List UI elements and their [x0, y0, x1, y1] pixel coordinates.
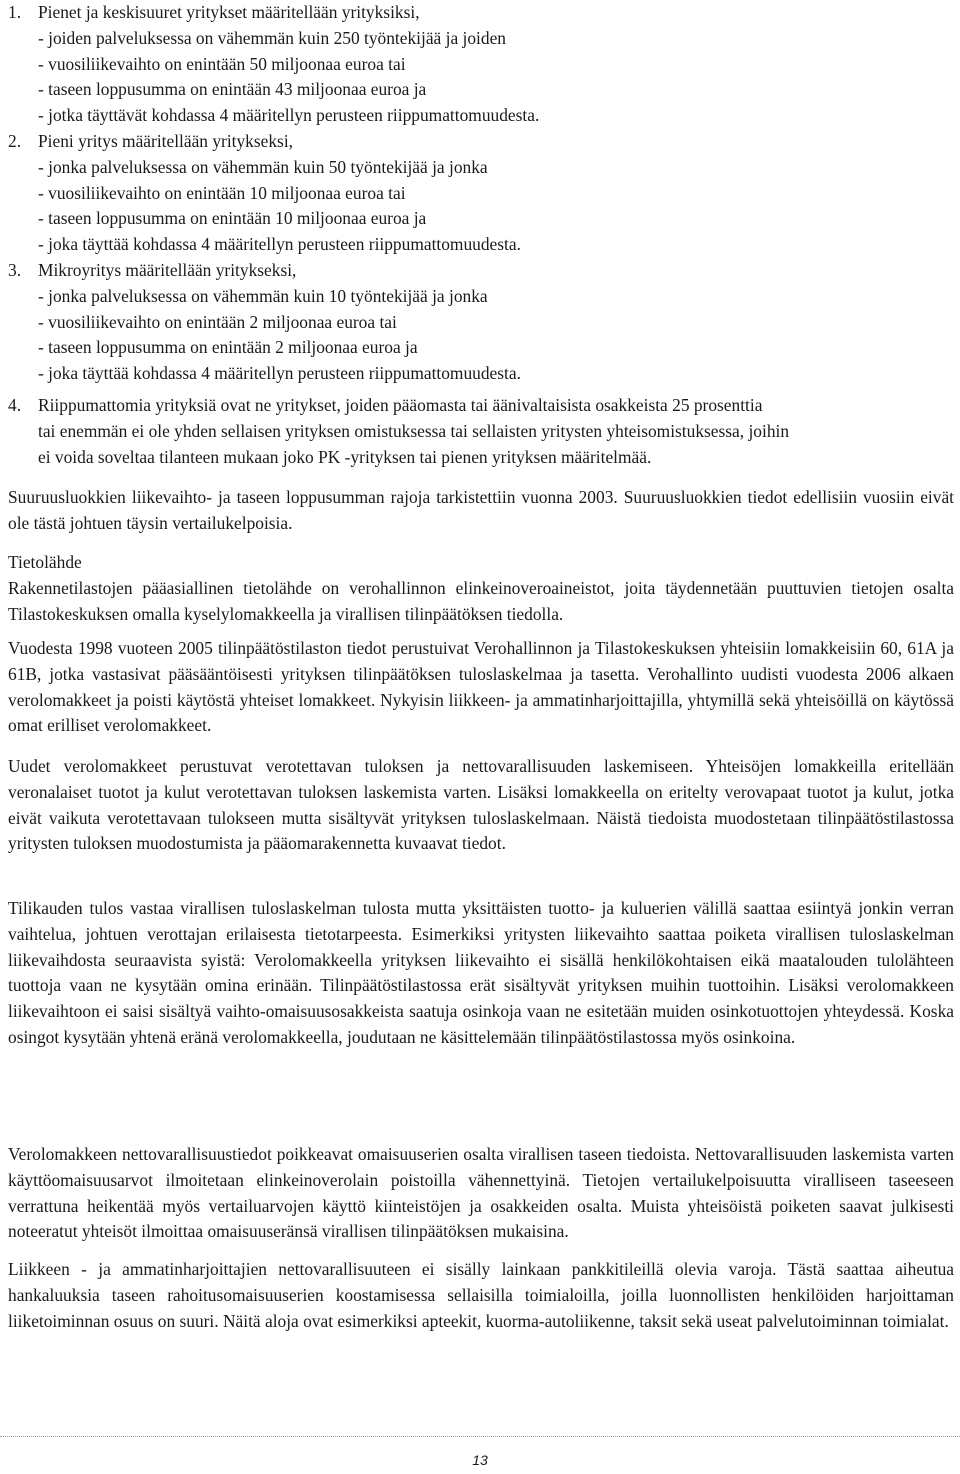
section-heading: Tietolähde: [8, 552, 82, 572]
definition-item: - joiden palveluksessa on vähemmän kuin 250 työntekijää ja joiden: [38, 27, 506, 48]
page-number: 13: [472, 1452, 488, 1468]
paragraph-net-assets: Verolomakkeen nettovarallisuustiedot poikkeavat omaisuuserien osalta virallisen taseen tiedoista. Nettovarallisuuden laskemista varten käyttöomaisuusarvot ilmoitetaan elinkeinoverolain poistoilla vähennettyinä. Tietojen vertailukelpoisuutta viralliseen taseeseen verrattuna heikentää myös vertailuarvojen käyttö kiinteistöjen ja osakkeiden osalta. Muista yhteisöistä poiketen saavat julkisesti noteeratut yhteisöt ilmoittaa omaisuuseränsä virallisen tilinpäätöksen mukaisina.: [8, 1144, 954, 1242]
definition-heading: Mikroyritys määritellään yritykseksi,: [38, 260, 297, 280]
definition-heading: Pienet ja keskisuuret yritykset määritellään yrityksiksi,: [38, 2, 420, 22]
definition-item: - jonka palveluksessa on vähemmän kuin 50 työntekijää ja jonka: [38, 156, 488, 177]
definition-2: [8, 129, 954, 258]
paragraph-profit: Tilikauden tulos vastaa virallisen tuloslaskelman tulosta mutta yksittäisten tuotto- ja kuluerien välillä saattaa esiintyä jonkin verran vaihtelua, johtuen verottajan erilaisesta tietotarpeesta. Esimerkiksi yritysten liikevaihto saattaa poiketa virallisen tuloslaskelman liikevaihdosta seuraavista syistä: Verolomakkeella yrityksen liikevaihto ei sisällä henkilökohtaisen eikä maatalouden tulolähteen tuottoja vaan ne kysytään omina erinään. Tilinpäätöstilastossa erät sisältyvät yrityksen muihin tuottoihin. Lisäksi verolomakkeen liikevaihtoon ei saisi sisältyä vaihto-omaisuusosakkeista saatuja osinkoja vaan ne esitetään muiden osinkotuottojen yhteydessä. Koska osingot kysytään yhtenä eränä verolomakkeella, joudutaan ne käsittelemään tilinpäätöstilastossa myös osinkoina.: [8, 898, 954, 1047]
footer-rule: [0, 1436, 960, 1437]
definition-text-line: ei voida soveltaa tilanteen mukaan joko PK -yrityksen tai pienen yrityksen määritelmää.: [38, 446, 652, 467]
definition-text-line: Riippumattomia yrityksiä ovat ne yritykset, joiden pääomasta tai äänivaltaisista osakkeista 25 prosenttia: [38, 395, 763, 415]
definition-item: - taseen loppusumma on enintään 10 miljoonaa euroa ja: [38, 208, 427, 229]
definition-3: [8, 258, 954, 387]
definition-item: - taseen loppusumma on enintään 2 miljoonaa euroa ja: [38, 337, 418, 358]
paragraph-new-forms: Uudet verolomakkeet perustuvat verotettavan tuloksen ja nettovarallisuuden laskemiseen. Yhteisöjen lomakkeilla eritellään veronalaiset tuotot ja kulut verotettavan tuloksen laskemista varten. Lisäksi lomakkeella on eritelty verovapaat tuotot ja kulut, jotka eivät vaikuta verotettavaan tulokseen mutta sisältyvät yrityksen tuloslaskelmaan. Näistä tiedoista muodostetaan tilinpäätöstilastossa yritysten tuloksen muodostumista ja pääomarakennetta kuvaavat tiedot.: [8, 756, 954, 854]
definition-number: 2.: [8, 131, 22, 151]
paragraph-bank-accounts: Liikkeen - ja ammatinharjoittajien nettovarallisuuteen ei sisälly lainkaan pankkitileillä olevia varoja. Tästä saattaa aiheutua hankaluuksia taseen rahoitusomaisuuserien koostamisessa sellaisilla toimialoilla, joilla luonnollisten henkilöiden harjoittaman liiketoiminnan osuus on suuri. Näitä aloja ovat esimerkiksi apteekit, kuorma-autoliikenne, taksit sekä useat palvelutoiminnan toimialat.: [8, 1259, 954, 1331]
definition-number: 4.: [8, 395, 22, 415]
definition-item: - vuosiliikevaihto on enintään 2 miljoonaa euroa tai: [38, 311, 397, 332]
definition-item: - joka täyttää kohdassa 4 määritellyn perusteen riippumattomuudesta.: [38, 363, 521, 384]
definition-item: - jonka palveluksessa on vähemmän kuin 10 työntekijää ja jonka: [38, 285, 488, 306]
definition-heading: Pieni yritys määritellään yritykseksi,: [38, 131, 294, 151]
definition-1: [8, 0, 954, 129]
paragraph-source: Rakennetilastojen pääasiallinen tietolähde on verohallinnon elinkeinoveroaineistot, joita täydennetään puuttuvien tietojen osalta Tilastokeskuksen omalla kyselylomakkeella ja virallisen tilinpäätöksen tiedolla.: [8, 578, 954, 624]
definition-item: - vuosiliikevaihto on enintään 50 miljoonaa euroa tai: [38, 53, 406, 74]
paragraph-size-classes: Suuruusluokkien liikevaihto- ja taseen loppusumman rajoja tarkistettiin vuonna 2003. Suuruusluokkien tiedot edellisiin vuosiin eivät ole tästä johtuen täysin vertailukelpoisia.: [8, 487, 954, 533]
definition-text-line: tai enemmän ei ole yhden sellaisen yrityksen omistuksessa tai sellaisten yritysten yhteisomistuksessa, joihin: [38, 420, 790, 441]
definition-number: 3.: [8, 260, 22, 280]
definition-item: - taseen loppusumma on enintään 43 miljoonaa euroa ja: [38, 79, 427, 100]
paragraph-forms-history: Vuodesta 1998 vuoteen 2005 tilinpäätöstilaston tiedot perustuivat Verohallinnon ja Tilastokeskuksen yhteisiin lomakkeisiin 60, 61A ja 61B, jotka vastasivat pääsääntöisesti yrityksen tilinpäätöksen tuloslaskelmaa ja tasetta. Verohallinto uudisti vuodesta 2006 alkaen verolomakkeet ja poisti käytöstä yhteiset lomakkeet. Nykyisin liikkeen- ja ammatinharjoittajilla, yhtymillä sekä yhteisöillä on käytössä omat erilliset verolomakkeet.: [8, 638, 954, 736]
definition-item: - jotka täyttävät kohdassa 4 määritellyn perusteen riippumattomuudesta.: [38, 105, 540, 126]
definition-number: 1.: [8, 2, 22, 22]
definition-item: - joka täyttää kohdassa 4 määritellyn perusteen riippumattomuudesta.: [38, 234, 521, 255]
definition-4: [8, 393, 954, 470]
definition-item: - vuosiliikevaihto on enintään 10 miljoonaa euroa tai: [38, 182, 406, 203]
